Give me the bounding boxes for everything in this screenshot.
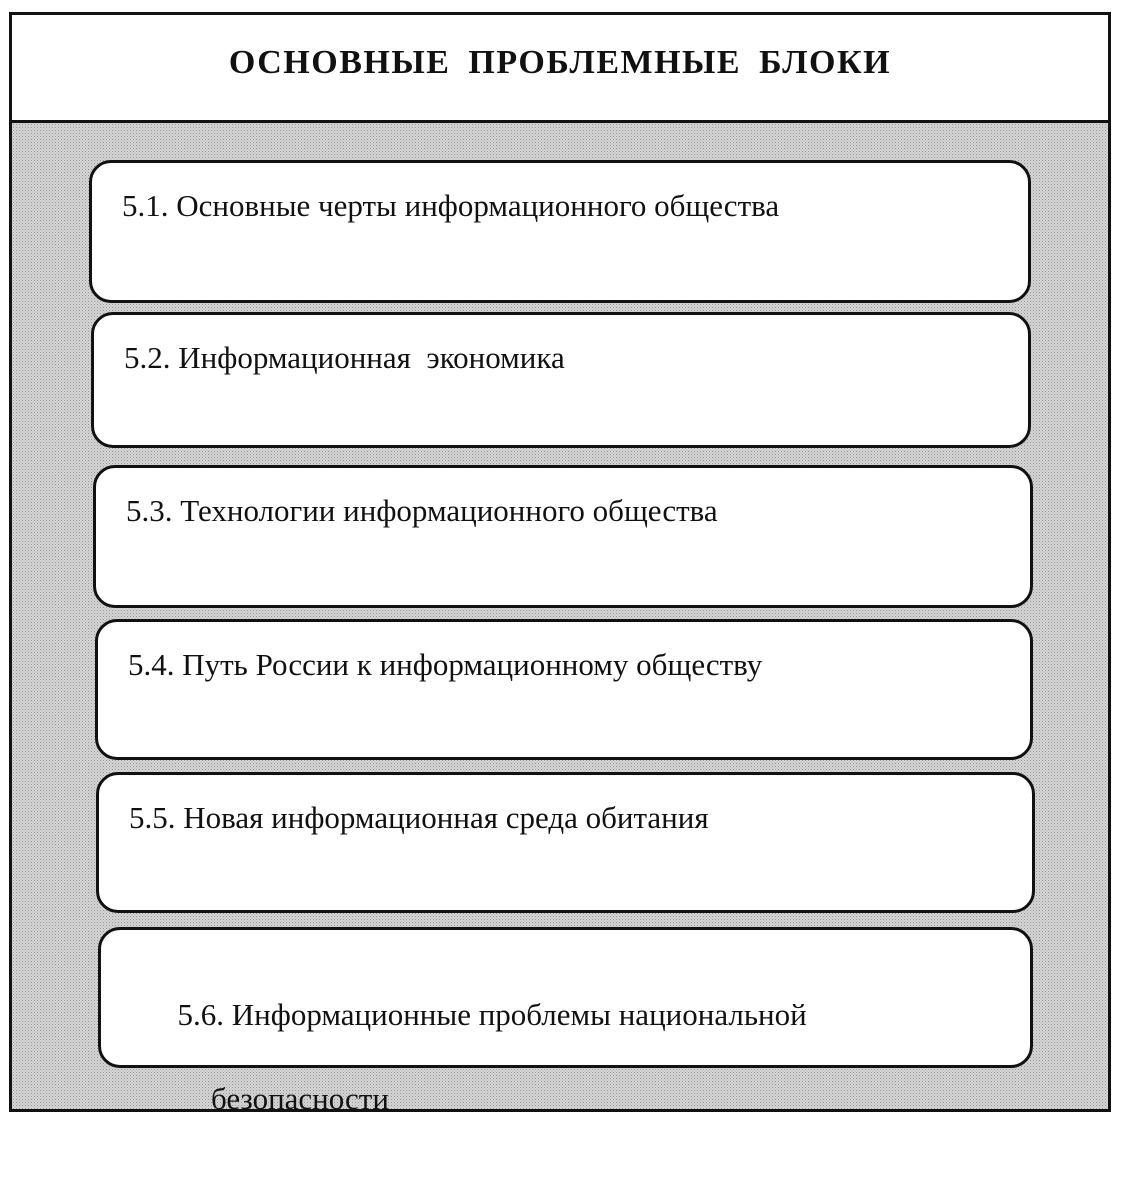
block-5-1 <box>89 160 1031 303</box>
block-label-line-2: безопасности <box>211 1081 389 1116</box>
block-5-5 <box>96 772 1035 913</box>
block-label: 5.4. Путь России к информационному обществу <box>128 647 763 682</box>
block-5-2 <box>91 312 1031 448</box>
block-label-line-1: 5.6. Информационные проблемы национальной <box>177 997 807 1032</box>
block-5-3 <box>93 465 1033 608</box>
diagram-title: ОСНОВНЫЕ ПРОБЛЕМНЫЕ БЛОКИ <box>228 43 892 81</box>
diagram-frame <box>9 12 1111 1116</box>
header-panel <box>12 15 1108 123</box>
block-label: 5.2. Информационная экономика <box>124 340 565 375</box>
block-label: 5.3. Технологии информационного общества <box>126 493 718 528</box>
block-label: 5.1. Основные черты информационного общества <box>122 188 780 223</box>
block-5-6 <box>98 927 1033 1116</box>
block-label: 5.5. Новая информационная среда обитания <box>129 800 709 835</box>
block-label <box>131 952 1010 1204</box>
block-5-4 <box>95 619 1033 760</box>
